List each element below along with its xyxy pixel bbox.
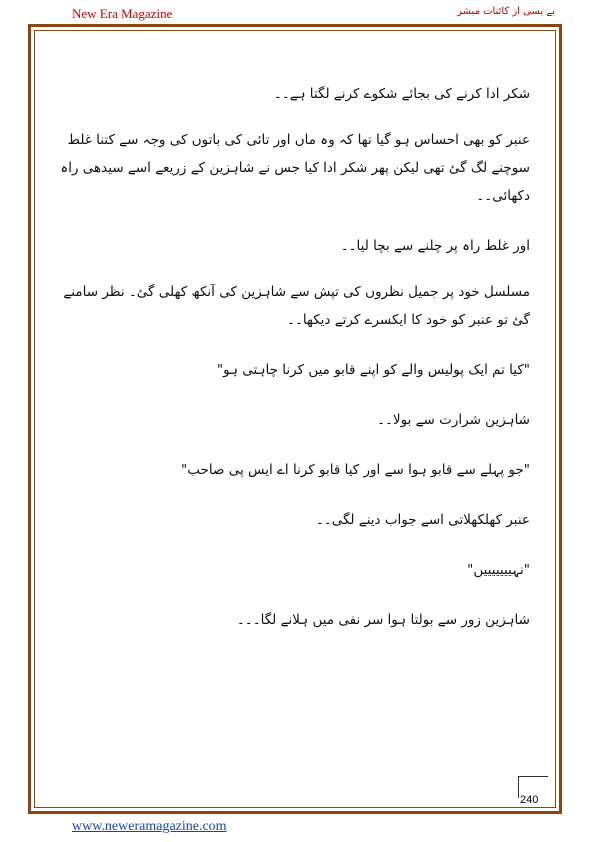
website-link[interactable]: www.neweramagazine.com: [72, 819, 227, 834]
paragraph-6: شاہزین شرارت سے بولا۔۔: [377, 412, 530, 428]
paragraph-3: اور غلط راہ پر چلنے سے بچا لیا۔۔: [340, 238, 530, 254]
paragraph-8: عنبر کھلکھلاتی اسے جواب دینے لگی۔۔: [315, 512, 530, 528]
novel-title: بے بسی از کائنات مبشر: [457, 6, 555, 17]
paragraph-10: شاہزین زور سے بولتا ہوا سر نفی میں ہلانے لگا۔۔۔: [236, 612, 530, 628]
paragraph-5: "کیا تم ایک پولیس والے کو اپنے قابو میں کرنا چاہتی ہو": [216, 362, 530, 378]
story-body: [60, 80, 530, 652]
paragraph-4: مسلسل خود پر جمیل نظروں کی تپش سے شاہزین کی آنکھ کھلی گئ۔ نظر سامنے گئ تو عنبر کو خود کا ایکسرے کرتے دیکھا۔۔: [63, 284, 530, 328]
paragraph-1: شکر ادا کرنے کی بجائے شکوے کرنے لگتا ہے۔۔: [273, 86, 530, 102]
paragraph-7: "جو پہلے سے قابو ہوا سے اور کیا قابو کرنا اے ایس پی صاحب": [181, 462, 530, 478]
magazine-name: New Era Magazine: [72, 6, 173, 21]
page-number: 240: [520, 794, 539, 806]
paragraph-2: عنبر کو بھی احساس ہو گیا تھا کہ وہ ماں اور تائی کی باتوں کی وجہ سے کتنا غلط سوچنے لگ گئ تھی لیکن پھر شکر ادا کیا جس نے شاہزین کے زریعے اسے سیدھی راہ دکھائی۔۔: [60, 132, 530, 204]
paragraph-9: "نہیییییییں": [467, 562, 530, 578]
